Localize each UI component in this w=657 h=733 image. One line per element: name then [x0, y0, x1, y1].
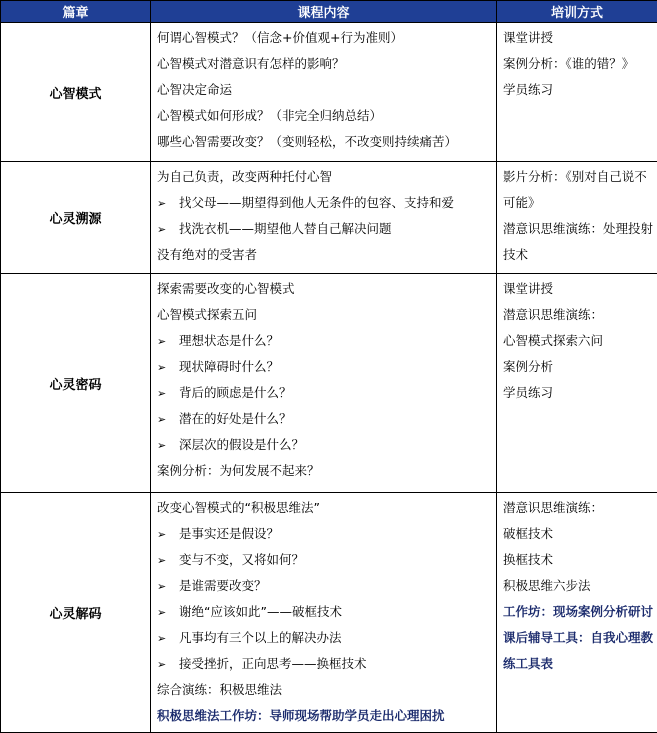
content-line: 探索需要改变的心智模式 — [151, 276, 496, 302]
method-cell — [497, 493, 657, 733]
content-line: 改变心智模式的“积极思维法” — [151, 495, 496, 521]
method-cell — [497, 274, 657, 493]
method-line: 潜意识思维演练： — [497, 302, 657, 328]
method-line: 潜意识思维演练：处理投射技术 — [497, 216, 657, 268]
method-line: 积极思维六步法 — [497, 573, 657, 599]
bullet-item: ➢ 是事实还是假设？ — [151, 521, 496, 547]
bullet-item: ➢ 变与不变，又将如何？ — [151, 547, 496, 573]
bullet-item: ➢ 谢绝“应该如此”——破框技术 — [151, 599, 496, 625]
bullet-item: ➢ 接受挫折，正向思考——换框技术 — [151, 651, 496, 677]
content-cell — [151, 493, 497, 733]
method-line: 工作坊：现场案例分析研讨 — [497, 599, 657, 625]
content-line: 为自己负责，改变两种托付心智 — [151, 164, 496, 190]
method-line: 破框技术 — [497, 521, 657, 547]
header-method: 培训方式 — [497, 1, 657, 23]
method-line: 课堂讲授 — [497, 276, 657, 302]
method-line: 学员练习 — [497, 77, 657, 103]
method-line: 影片分析：《别对自己说不可能》 — [497, 164, 657, 216]
table-row — [1, 162, 657, 274]
chapter-name: 心灵溯源 — [1, 162, 151, 274]
bullet-item: ➢ 深层次的假设是什么？ — [151, 432, 496, 458]
content-line: 心智模式对潜意识有怎样的影响？ — [151, 51, 496, 77]
content-line: 心智模式如何形成？（非完全归纳总结） — [151, 103, 496, 129]
bullet-item: ➢ 背后的顾虑是什么？ — [151, 380, 496, 406]
header-chapter: 篇章 — [1, 1, 151, 23]
header-row — [1, 1, 657, 23]
table-row — [1, 274, 657, 493]
method-line: 课堂讲授 — [497, 25, 657, 51]
content-line: 综合演练：积极思维法 — [151, 677, 496, 703]
method-cell — [497, 162, 657, 274]
method-cell — [497, 23, 657, 162]
bullet-item: ➢ 理想状态是什么？ — [151, 328, 496, 354]
bullet-item: ➢ 现状障碍时什么？ — [151, 354, 496, 380]
content-cell — [151, 162, 497, 274]
content-cell — [151, 274, 497, 493]
bullet-item: ➢ 凡事均有三个以上的解决办法 — [151, 625, 496, 651]
header-content: 课程内容 — [151, 1, 497, 23]
bullet-item: ➢ 找父母——期望得到他人无条件的包容、支持和爱 — [151, 190, 496, 216]
method-line: 换框技术 — [497, 547, 657, 573]
content-line: 案例分析：为何发展不起来？ — [151, 458, 496, 484]
method-line: 学员练习 — [497, 380, 657, 406]
content-cell — [151, 23, 497, 162]
method-line: 潜意识思维演练： — [497, 495, 657, 521]
content-line: 哪些心智需要改变？（变则轻松，不改变则持续痛苦） — [151, 129, 496, 155]
chapter-name: 心灵密码 — [1, 274, 151, 493]
bullet-item: ➢ 是谁需要改变？ — [151, 573, 496, 599]
method-line: 课后辅导工具：自我心理教练工具表 — [497, 625, 657, 677]
table-row — [1, 493, 657, 733]
method-line: 心智模式探索六问 — [497, 328, 657, 354]
table-row — [1, 23, 657, 162]
content-line: 没有绝对的受害者 — [151, 242, 496, 268]
chapter-name: 心智模式 — [1, 23, 151, 162]
content-line: 心智决定命运 — [151, 77, 496, 103]
chapter-name: 心灵解码 — [1, 493, 151, 733]
bullet-item: ➢ 潜在的好处是什么？ — [151, 406, 496, 432]
bullet-item: ➢ 找洗衣机——期望他人替自己解决问题 — [151, 216, 496, 242]
content-line: 心智模式探索五问 — [151, 302, 496, 328]
content-line: 积极思维法工作坊：导师现场帮助学员走出心理困扰 — [151, 703, 496, 729]
content-line: 何谓心智模式？（信念+价值观+行为准则） — [151, 25, 496, 51]
method-line: 案例分析：《谁的错？》 — [497, 51, 657, 77]
method-line: 案例分析 — [497, 354, 657, 380]
